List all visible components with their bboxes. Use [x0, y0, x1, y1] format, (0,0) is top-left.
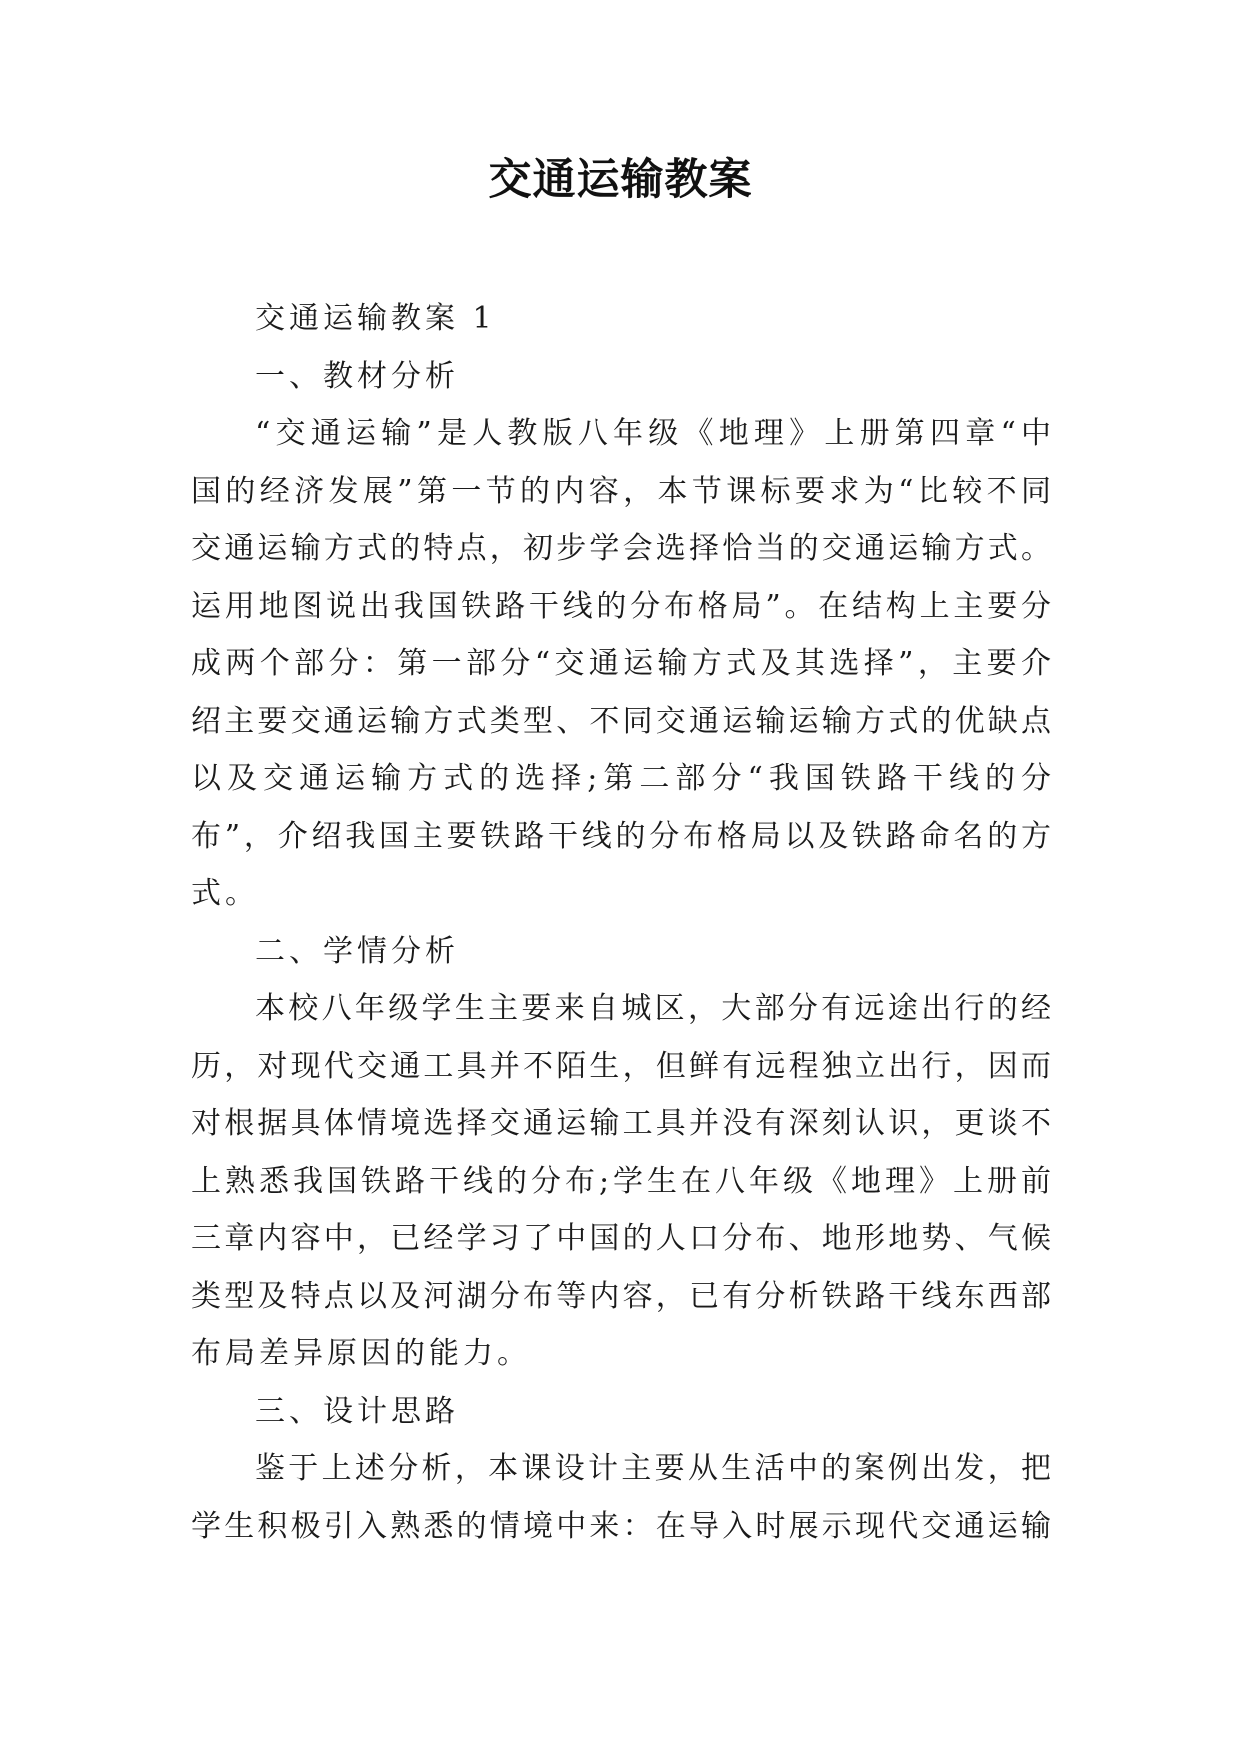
paragraph-line: 布”，介绍我国主要铁路干线的分布格局以及铁路命名的方 [191, 818, 1051, 854]
paragraph-line: 二、学情分析 [255, 933, 459, 969]
paragraph-line: 鉴于上述分析，本课设计主要从生活中的案例出发，把 [255, 1451, 1051, 1486]
paragraph-line: 交通运输方式的特点，初步学会选择恰当的交通运输方式。 [191, 531, 1051, 566]
paragraph-line: 对根据具体情境选择交通运输工具并没有深刻认识，更谈不 [191, 1106, 1051, 1141]
paragraph-line: 运用地图说出我国铁路干线的分布格局”。在结构上主要分 [191, 588, 1051, 624]
paragraph-line: 历，对现代交通工具并不陌生，但鲜有远程独立出行，因而 [191, 1048, 1051, 1084]
paragraph-line: 成两个部分：第一部分“交通运输方式及其选择”，主要介 [191, 646, 1051, 681]
document-title: 交通运输教案 [488, 155, 753, 205]
paragraph-line: 绍主要交通运输方式类型、不同交通运输运输方式的优缺点 [191, 703, 1051, 739]
paragraph-line: 类型及特点以及河湖分布等内容，已有分析铁路干线东西部 [191, 1278, 1051, 1314]
paragraph-line: 式。 [191, 876, 259, 911]
paragraph-line: “交通运输”是人教版八年级《地理》上册第四章“中 [255, 416, 1051, 451]
paragraph-line: 本校八年级学生主要来自城区，大部分有远途出行的经 [255, 991, 1051, 1026]
paragraph-line: 一、教材分析 [255, 358, 459, 394]
paragraph-line: 上熟悉我国铁路干线的分布;学生在八年级《地理》上册前 [191, 1163, 1051, 1199]
paragraph-line: 交通运输教案 1 [255, 301, 496, 336]
paragraph-line: 三章内容中，已经学习了中国的人口分布、地形地势、气候 [191, 1221, 1051, 1256]
paragraph-line: 三、设计思路 [255, 1393, 459, 1429]
paragraph-line: 国的经济发展”第一节的内容，本节课标要求为“比较不同 [191, 473, 1051, 509]
paragraph-line: 以及交通运输方式的选择;第二部分“我国铁路干线的分 [191, 761, 1051, 796]
paragraph-line: 布局差异原因的能力。 [191, 1336, 531, 1371]
document-body [191, 290, 1051, 1555]
paragraph-line: 学生积极引入熟悉的情境中来：在导入时展示现代交通运输 [191, 1508, 1051, 1544]
